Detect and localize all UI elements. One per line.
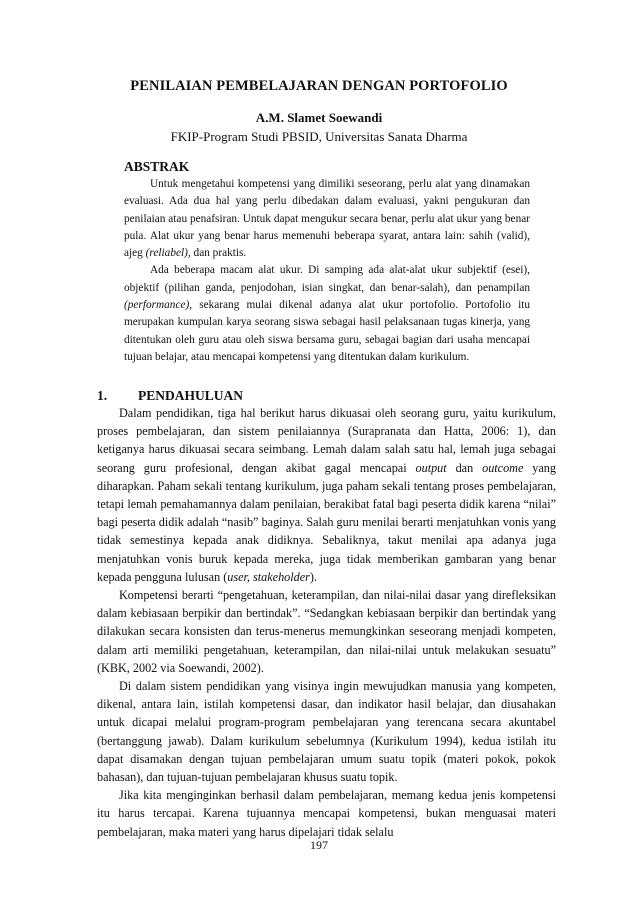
abstract-body [124, 176, 530, 366]
section-heading [97, 388, 243, 404]
body-paragraph-1: Dalam pendidikan, tiga hal berikut harus dikuasai oleh seorang guru, yaitu kurikulum, proses pembelajaran, dan sistem penilaiannya (Surapranata dan Hatta, 2006: 1), dan ketiganya harus dikuasai secara seimbang. Lemah dalam salah satu hal, lemah juga sebagai seorang guru profesional, dengan akibat gagal mencapai output dan outcome yang diharapkan. Paham sekali tentang kurikulum, juga paham sekali tentang proses pembelajaran, tetapi lemah pemahamannya dalam penilaian, berakibat fatal bagi peserta didik karena “nilai” bagi peserta didik adalah “nasib” baginya. Salah guru menilai berarti menjatuhkan vonis yang tidak semestinya kepada anak didiknya. Sebaliknya, takut menilai apa adanya juga menjatuhkan vonis buruk kepada mereka, juga tidak memberikan gambaran yang benar kepada pengguna lulusan (user, stakeholder). [97, 406, 556, 584]
abstract-heading: ABSTRAK [124, 159, 190, 174]
author-name: A.M. Slamet Soewandi [255, 110, 383, 125]
section-title: PENDAHULUAN [138, 388, 244, 403]
abstract-paragraph-2: Ada beberapa macam alat ukur. Di samping ada alat-alat ukur subjektif (esei), objektif (pilihan ganda, penjodohan, isian singkat, dan benar-salah), dan penampilan (performance), sekarang mulai dikenal adanya alat ukur portofolio. Portofolio itu merupakan kumpulan karya seorang siswa sebagai hasil pelaksanaan tugas kinerja, yang ditentukan oleh guru atau oleh siswa bersama guru, sebagai bagian dari usaha mencapai tujuan belajar, atau mencapai kompetensi yang ditentukan dalam kurikulum. [124, 264, 530, 363]
section-body [97, 404, 556, 841]
author-affiliation: FKIP-Program Studi PBSID, Universitas Sanata Dharma [170, 129, 468, 144]
paper-title: PENILAIAN PEMBELAJARAN DENGAN PORTOFOLIO [130, 78, 508, 94]
page-number: 197 [310, 838, 328, 852]
body-paragraph-3: Di dalam sistem pendidikan yang visinya ingin mewujudkan manusia yang kompeten, dikenal, antara lain, istilah kompetensi dasar, dan indikator hasil belajar, dan diusahakan untuk dicapai melalui program-program pembelajaran yang terencana secara akuntabel (bertanggung jawab). Dalam kurikulum sebelumnya (Kurikulum 1994), kedua istilah itu dapat disamakan dengan tujuan pembelajaran umum suatu topik (materi pokok, pokok bahasan), dan tujuan-tujuan pembelajaran khusus suatu topik. [97, 679, 556, 785]
section-number: 1. [97, 388, 108, 403]
abstract-paragraph-1: Untuk mengetahui kompetensi yang dimiliki seseorang, perlu alat yang dinamakan evaluasi. Ada dua hal yang perlu dibedakan dalam evaluasi, yakni pengukuran dan penilaian atau penafsiran. Untuk dapat mengukur secara benar, perlu alat ukur yang benar pula. Alat ukur yang benar harus memenuhi beberapa syarat, antara lain: sahih (valid), ajeg (reliabel), dan praktis. [124, 178, 530, 260]
body-paragraph-4: Jika kita menginginkan berhasil dalam pembelajaran, memang kedua jenis kompetensi itu harus tercapai. Karena tujuannya mencapai kompetensi, bukan menguasai materi pembelajaran, maka materi yang harus dipelajari tidak selalu [97, 788, 556, 839]
body-paragraph-2: Kompetensi berarti “pengetahuan, keterampilan, dan nilai-nilai dasar yang direfleksikan dalam kebiasaan berpikir dan bertindak”. “Sedangkan kebiasaan berpikir dan bertindak yang dilakukan secara konsisten dan terus-menerus memungkinkan seseorang menjadi kompeten, dalam arti memiliki pengetahuan, keterampilan, dan nilai-nilai untuk melakukan sesuatu” (KBK, 2002 via Soewandi, 2002). [97, 588, 556, 675]
